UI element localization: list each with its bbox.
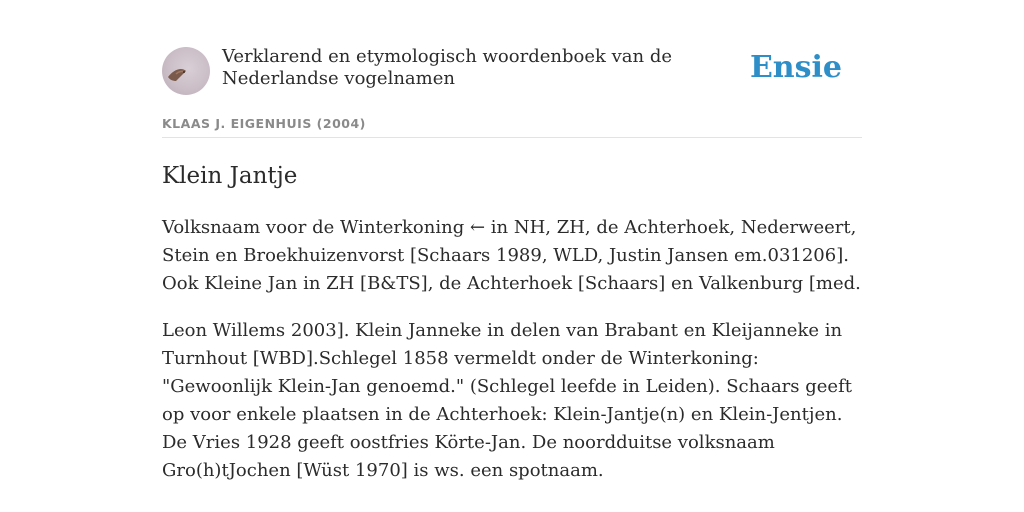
brand-logo[interactable]: Ensie	[749, 50, 842, 85]
entry-paragraph: Leon Willems 2003]. Klein Janneke in delen van Brabant en Kleijanneke in Turnhout [WBD].Schlegel 1858 vermeldt onder de Winterkoning: "Gewoonlijk Klein-Jan genoemd." (Schlegel leefde in Leiden). Schaars geeft op voor enkele plaatsen in de Achterhoek: Klein-Jantje(n) en Klein-Jentjen. De Vries 1928 geeft oostfries Körte-Jan. De noordduitse volksnaam Gro(h)tJochen [Wüst 1970] is ws. een spotnaam.	[162, 320, 852, 481]
entry-paragraph: Volksnaam voor de Winterkoning ← in NH, ZH, de Achterhoek, Nederweert, Stein en Broekhuizenvorst [Schaars 1989, WLD, Justin Jansen em.031206]. Ook Kleine Jan in ZH [B&TS], de Achterhoek [Schaars] en Valkenburg [med.	[162, 217, 861, 294]
book-header	[162, 46, 862, 96]
book-title[interactable]: Verklarend en etymologisch woordenboek van de Nederlandse vogelnamen	[222, 46, 673, 89]
author-line: KLAAS J. EIGENHUIS (2004)	[162, 116, 366, 131]
bird-icon	[162, 47, 210, 95]
header-divider	[162, 137, 862, 138]
book-avatar[interactable]	[162, 47, 210, 95]
entry-title: Klein Jantje	[162, 163, 298, 189]
